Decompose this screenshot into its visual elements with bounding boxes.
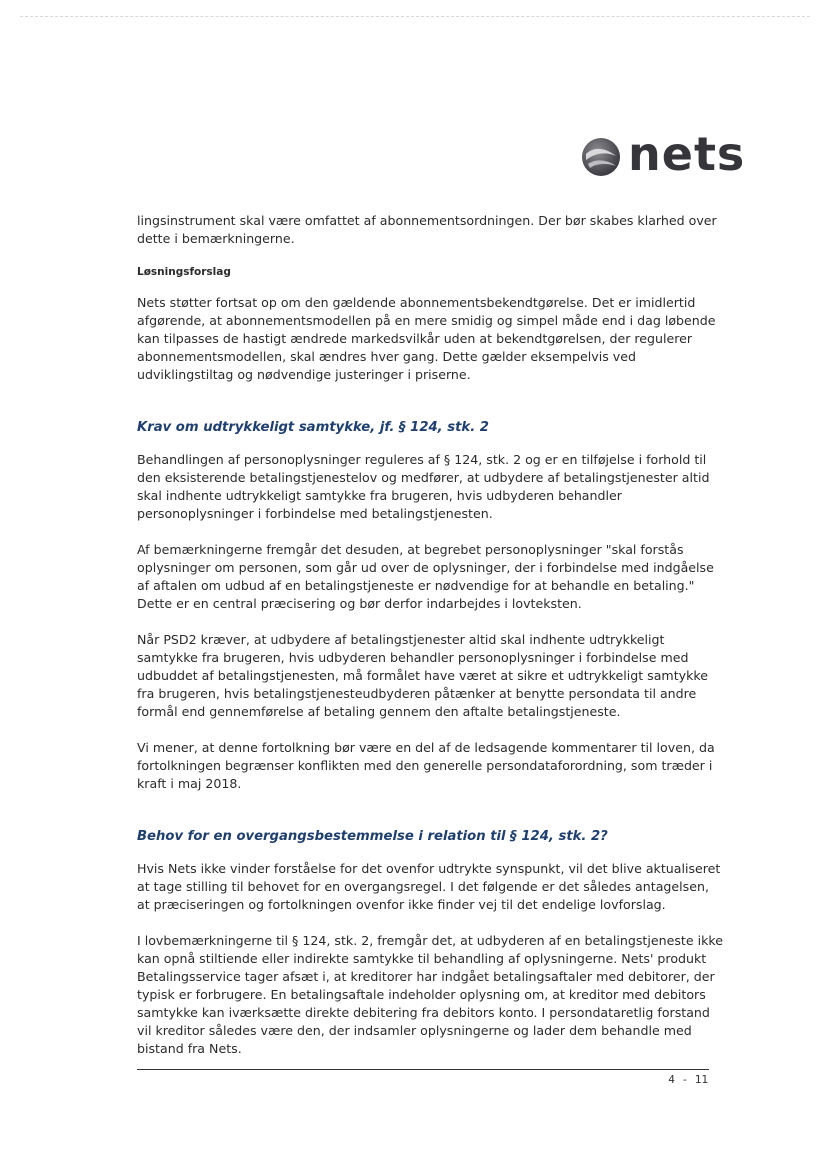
page-number: 4 - 11 — [668, 1073, 708, 1086]
paragraph-5: Når PSD2 kræver, at udbydere af betalingstjenester altid skal indhente udtrykkeligt samtykke fra brugeren, hvis udbyderen behandler personoplysninger i forbindelse med udbuddet af betalingstjenesten, må formålet have været at sikre et udtrykkeligt samtykke fra brugeren, hvis betalingstjenesteudbyderen påtænker at benytte persondata til andre formål end gennemførelse af betaling gennem den aftalte betalingstjeneste. — [137, 632, 708, 719]
section-heading-consent: Krav om udtrykkeligt samtykke, jf. § 124, stk. 2 — [137, 420, 489, 435]
paragraph-2: Nets støtter fortsat op om den gældende abonnementsbekendtgørelse. Det er imidlertid afgørende, at abonnementsmodellen på en mere smidig og simpel måde end i dag løbende kan tilpasses de hastigt ændrede markedsvilkår uden at bekendtgørelsen, der regulerer abonnementsmodellen, skal ændres hver gang. Dette gælder eksempelvis ved udviklingstiltag og nødvendige justeringer i priserne. — [137, 295, 716, 382]
scan-artifact-line — [20, 16, 810, 17]
heading-solution: Løsningsforslag — [137, 266, 231, 278]
nets-logo — [580, 127, 746, 181]
paragraph-3: Behandlingen af personoplysninger reguleres af § 124, stk. 2 og er en tilføjelse i forhold til den eksisterende betalingstjenestelov og medfører, at udbydere af betalingstjenester altid skal indhente udtrykkeligt samtykke fra brugeren, hvis udbyderen behandler personoplysninger i forbindelse med betalingstjenesten. — [137, 452, 710, 521]
paragraph-7: Hvis Nets ikke vinder forståelse for det ovenfor udtrykte synspunkt, vil det blive aktualiseret at tage stilling til behovet for en overgangsregel. I det følgende er det således antagelsen, at præciseringen og fortolkningen ovenfor ikke finder vej til det endelige lovforslag. — [137, 861, 721, 912]
section-heading-transition: Behov for en overgangsbestemmelse i relation til § 124, stk. 2? — [137, 829, 608, 844]
paragraph-1: lingsinstrument skal være omfattet af abonnementsordningen. Der bør skabes klarhed over dette i bemærkningerne. — [137, 213, 717, 246]
paragraph-4: Af bemærkningerne fremgår det desuden, at begrebet personoplysninger "skal forstås oplysninger om personen, som går ud over de oplysninger, der i forbindelse med indgåelse af aftalen om udbud af en betalingstjeneste er nødvendige for at behandle en betaling." Dette er en central præcisering og bør derfor indarbejdes i lovteksten. — [137, 542, 714, 611]
nets-logo-wordmark: nets — [628, 127, 746, 181]
nets-logo-icon — [580, 136, 622, 178]
footer-divider — [137, 1069, 709, 1070]
paragraph-6: Vi mener, at denne fortolkning bør være en del af de ledsagende kommentarer til loven, da fortolkningen begrænser konflikten med den generelle persondataforordning, som træder i kraft i maj 2018. — [137, 740, 715, 791]
paragraph-8: I lovbemærkningerne til § 124, stk. 2, fremgår det, at udbyderen af en betalingstjeneste ikke kan opnå stiltiende eller indirekte samtykke til behandling af oplysningerne. Nets' produkt Betalingsservice tager afsæt i, at kreditorer har indgået betalingsaftaler med debitorer, der typisk er forbrugere. En betalingsaftale indeholder oplysning om, at kreditor med debitors samtykke kan iværksætte direkte debitering fra debitors konto. I persondataretlig forstand vil kreditor således være den, der indsamler oplysningerne og lader dem behandle med bistand fra Nets. — [137, 933, 723, 1056]
document-body — [137, 212, 723, 1058]
